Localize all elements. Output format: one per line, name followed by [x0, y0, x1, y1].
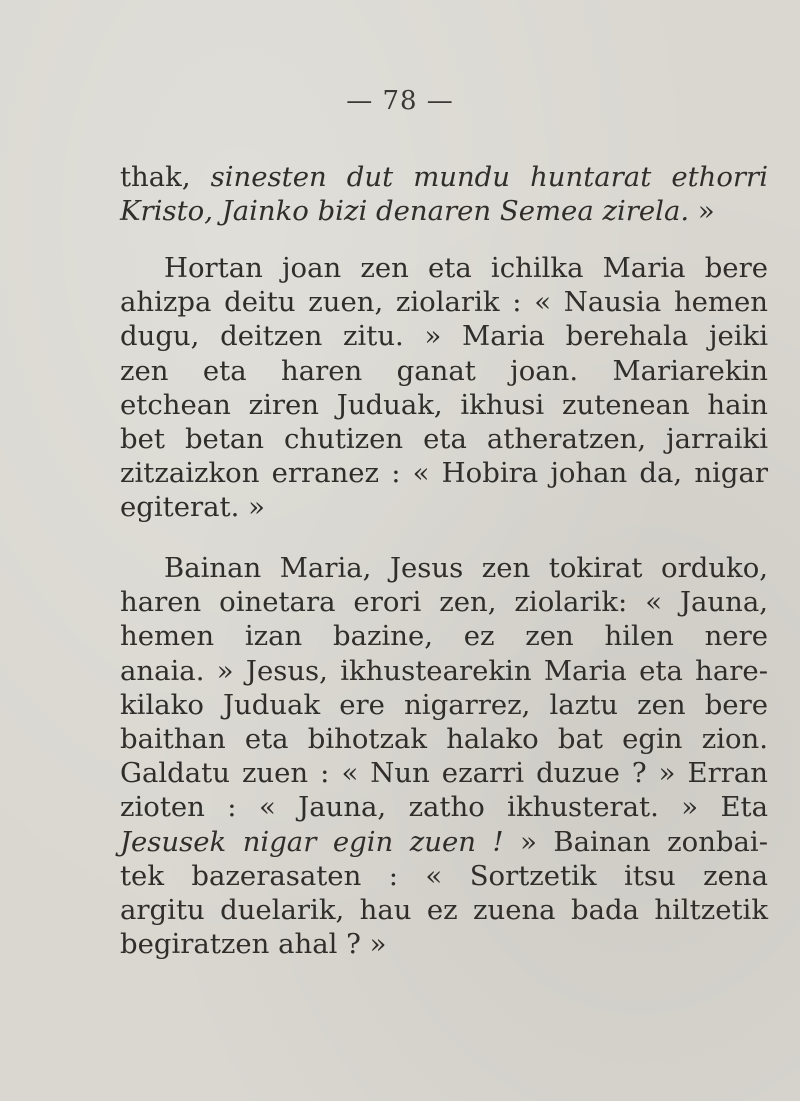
text-run: » — [689, 195, 715, 228]
text-line: baithan eta bihotzak halako bat egin zion. — [120, 723, 768, 756]
text-line: tek bazerasaten : « Sortzetik itsu zena — [120, 859, 768, 892]
text-line: bet betan chutizen eta atheratzen, jarraiki — [120, 423, 768, 456]
text-run: » Bainan zonbai- — [503, 825, 768, 858]
text-line: zen eta haren ganat joan. Mariarekin — [120, 354, 768, 387]
text-line: zioten : « Jauna, zatho ikhusterat. » Eta — [120, 791, 768, 824]
text-run: thak, — [120, 161, 211, 193]
text-line — [120, 825, 768, 859]
text-line: argitu duelarik, hau ez zuena bada hiltzetik — [120, 894, 768, 927]
paragraph-continuation — [120, 160, 768, 228]
text-line: etchean ziren Juduak, ikhusi zutenean hain — [120, 388, 768, 421]
text-line: Bainan Maria, Jesus zen tokirat orduko, — [164, 552, 768, 584]
paragraph — [120, 251, 768, 525]
text-line — [120, 194, 768, 228]
text-line: dugu, deitzen zitu. » Maria berehala jeiki — [120, 320, 768, 353]
paragraph — [120, 551, 768, 961]
text-line: Galdatu zuen : « Nun ezarri duzue ? » Erran — [120, 757, 768, 790]
italic-text-run: sinesten dut mundu huntarat ethorri — [210, 161, 768, 193]
italic-text-run: Kristo, Jainko bizi denaren Semea zirela. — [120, 195, 690, 228]
italic-text-run: Jesusek nigar egin zuen ! — [120, 825, 504, 858]
text-line: ahizpa deitu zuen, ziolarik : « Nausia hemen — [120, 286, 768, 319]
text-line: begiratzen ahal ? » — [120, 928, 387, 961]
text-line: Hortan joan zen eta ichilka Maria bere — [164, 252, 768, 284]
page-number: — 78 — — [346, 86, 454, 116]
text-line: kilako Juduak ere nigarrez, laztu zen bere — [120, 688, 768, 721]
text-line: zitzaizkon erranez : « Hobira johan da, nigar — [120, 457, 768, 490]
text-line: haren oinetara erori zen, ziolarik: « Jauna, — [120, 586, 768, 619]
text-line — [120, 160, 768, 194]
text-line: egiterat. » — [120, 491, 265, 524]
text-line: anaia. » Jesus, ikhustearekin Maria eta hare- — [120, 654, 768, 687]
text-line: hemen izan bazine, ez zen hilen nere — [120, 620, 768, 653]
